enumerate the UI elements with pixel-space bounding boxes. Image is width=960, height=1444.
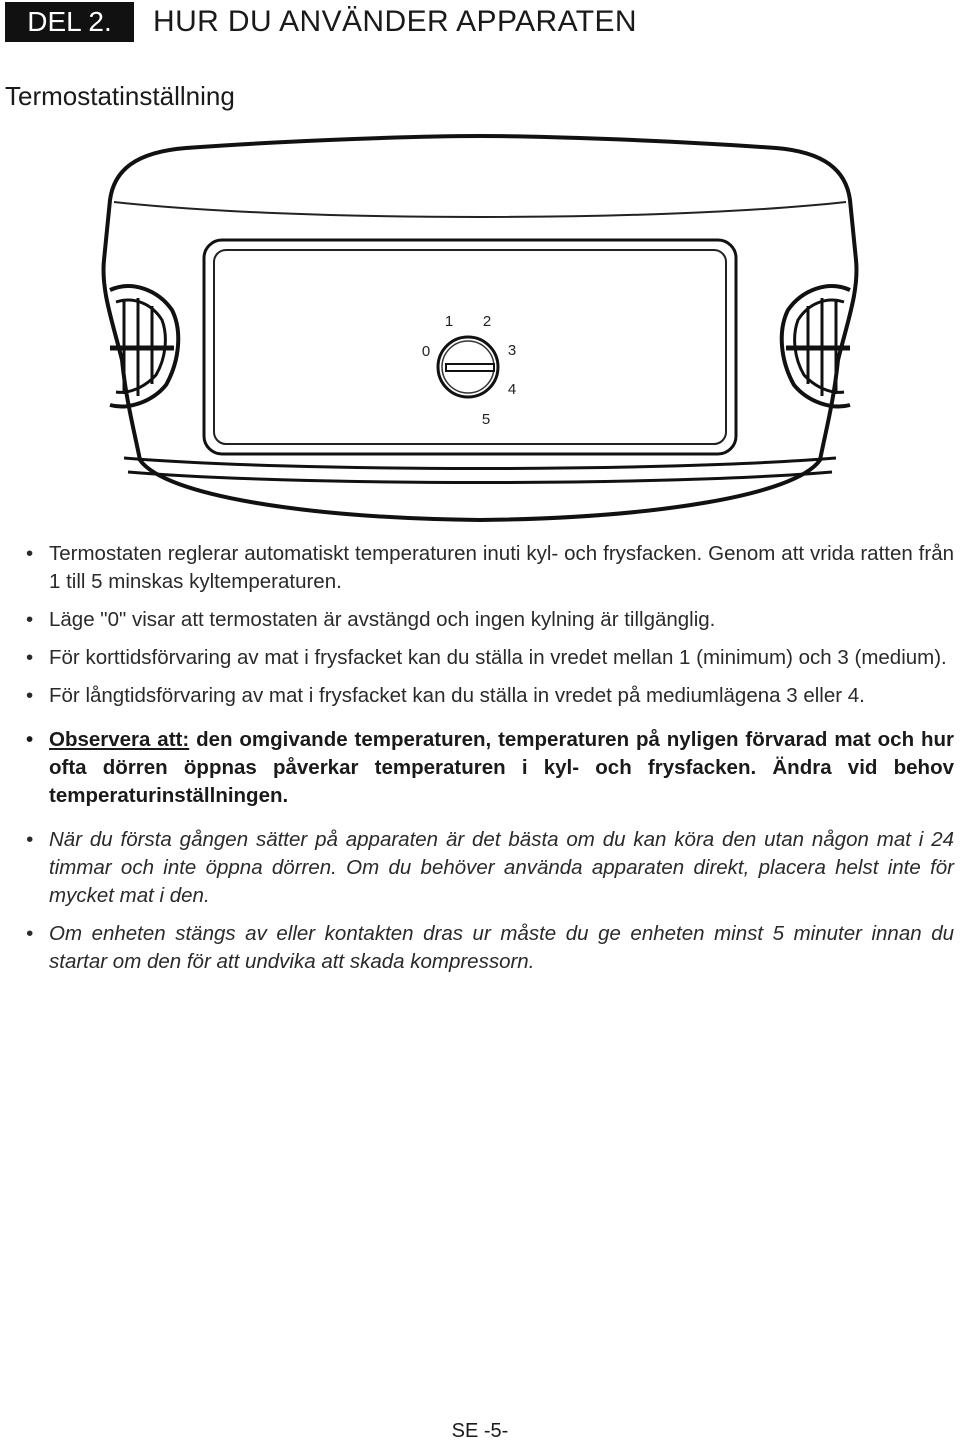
list-item-text: Läge "0" visar att termostaten är avstängd och ingen kylning är tillgänglig.	[49, 608, 716, 631]
page-header	[0, 0, 960, 44]
list-item	[26, 826, 954, 910]
note-lead: Observera att:	[49, 728, 190, 751]
dial-label-5: 5	[481, 411, 491, 428]
bullet-icon: •	[26, 922, 34, 945]
dial-label-2: 2	[482, 313, 492, 330]
bullet-icon: •	[26, 542, 34, 565]
bullet-icon: •	[26, 684, 34, 707]
dial-label-4: 4	[507, 381, 517, 398]
list-item	[26, 540, 954, 596]
instruction-list	[26, 540, 954, 976]
list-item-text: Om enheten stängs av eller kontakten dras ur måste du ge enheten minst 5 minuter innan du startar om den för att undvika att skada kompressorn.	[49, 922, 954, 973]
list-item	[26, 644, 954, 672]
list-item	[26, 920, 954, 976]
list-item	[26, 682, 954, 710]
thermostat-illustration	[96, 130, 864, 525]
dial-label-3: 3	[507, 342, 517, 359]
list-item	[26, 606, 954, 634]
note-item	[26, 726, 954, 810]
note-text: den omgivande temperaturen, temperaturen på nyligen förvarad mat och hur ofta dörren öppnas påverkar temperaturen i kyl- och frysfacken. Ändra vid behov temperaturinställningen.	[49, 728, 955, 807]
bullet-icon: •	[26, 828, 34, 851]
bullet-icon: •	[26, 608, 34, 631]
bullet-icon: •	[26, 646, 34, 669]
part-label: DEL 2.	[5, 2, 134, 42]
section-title: Termostatinställning	[5, 81, 235, 111]
part-title: HUR DU ANVÄNDER APPARATEN	[153, 5, 637, 38]
thermostat-knob	[438, 337, 498, 397]
list-item-text: För långtidsförvaring av mat i frysfacket kan du ställa in vredet på mediumlägena 3 eller 4.	[49, 684, 865, 707]
list-item-text: För korttidsförvaring av mat i frysfacket kan du ställa in vredet mellan 1 (minimum) och 3 (medium).	[49, 646, 947, 669]
dial-label-0: 0	[421, 343, 431, 360]
bullet-icon: •	[26, 728, 34, 751]
list-item-text: Termostaten reglerar automatiskt temperaturen inuti kyl- och frysfacken. Genom att vrida ratten från 1 till 5 minskas kyltemperaturen.	[49, 542, 954, 593]
dial-label-1: 1	[444, 313, 454, 330]
page-number: SE -5-	[451, 1420, 509, 1442]
list-item-text: När du första gången sätter på apparaten är det bästa om du kan köra den utan någon mat i 24 timmar och inte öppna dörren. Om du behöver använda apparaten direkt, placera helst inte för mycket mat i den.	[49, 828, 954, 907]
